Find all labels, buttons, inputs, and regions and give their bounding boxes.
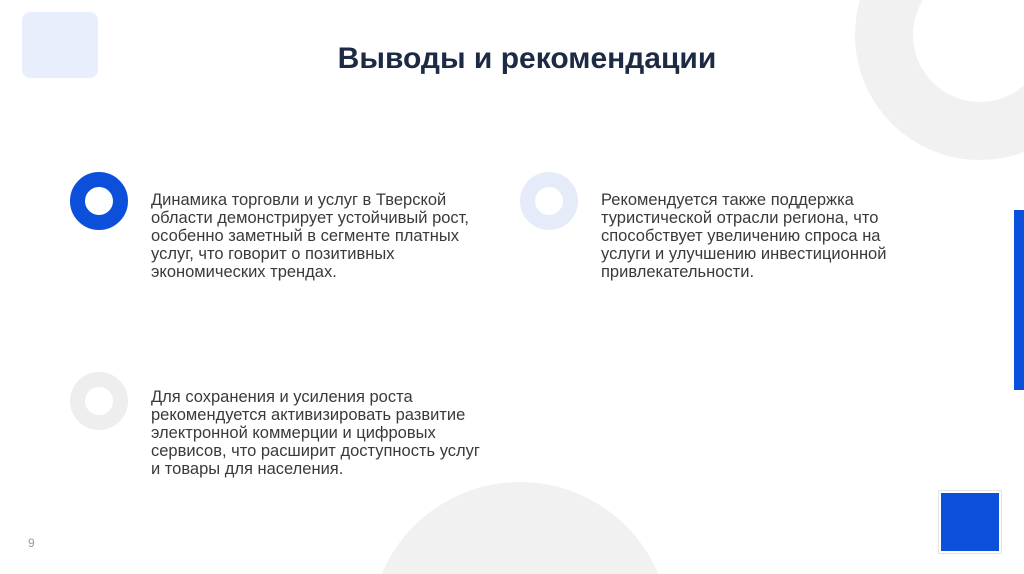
ring-icon-2 <box>520 172 578 230</box>
point-text-1: Динамика торговли и услуг в Тверской области демонстрирует устойчивый рост, особенно заметный в сегменте платных услуг, что говорит о позитивных экономических трендах. <box>151 191 469 281</box>
slide-title: Выводы и рекомендации <box>337 42 717 75</box>
decorative-square-bottom <box>941 493 999 551</box>
ring-icon-1 <box>70 172 128 230</box>
decorative-bar-right <box>1014 210 1024 390</box>
decorative-arc-top <box>855 0 1024 160</box>
point-text-2: Рекомендуется также поддержка туристической отрасли региона, что способствует увеличению спроса на услуги и улучшению инвестиционной привлекательности. <box>601 191 887 281</box>
ring-icon-3 <box>70 372 128 430</box>
decorative-arc-bottom <box>370 482 670 574</box>
page-number: 9 <box>28 536 35 550</box>
point-text-3: Для сохранения и усиления роста рекомендуется активизировать развитие электронной коммерции и цифровых сервисов, что расширит доступность услуг и товары для населения. <box>151 388 480 478</box>
